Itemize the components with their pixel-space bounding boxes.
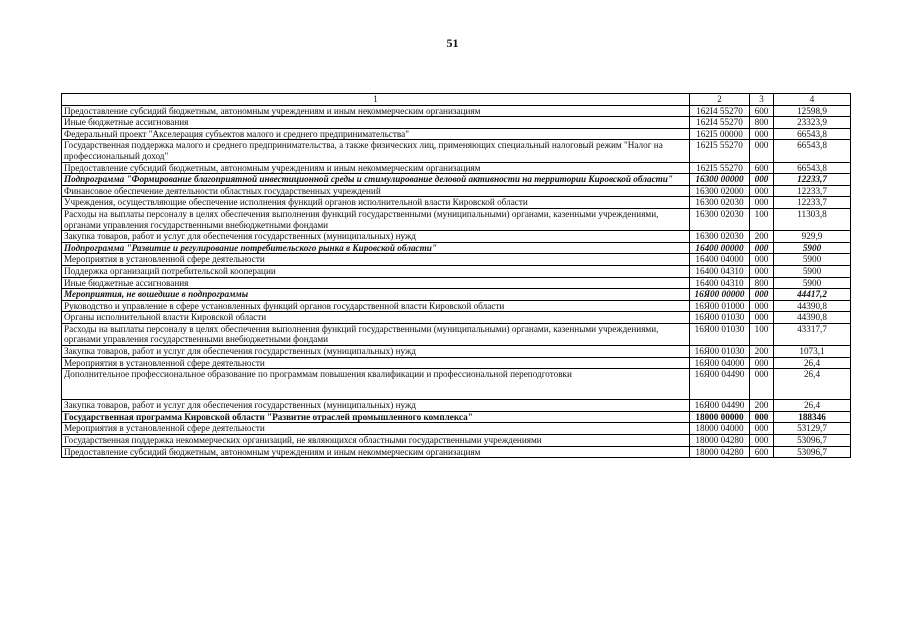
row-name: Учреждения, осуществляющие обеспечение исполнения функций органов исполнительной власти Кировской области: [62, 197, 690, 209]
row-code: 16Я00 04490: [690, 369, 750, 400]
table-row: [62, 117, 851, 129]
row-name: Расходы на выплаты персоналу в целях обеспечения выполнения функций государственными (муниципальными) органами, казенными учреждениями, органами управления государственными внебюджетными фондами: [62, 208, 690, 230]
row-expense-kind: 000: [750, 254, 774, 266]
row-code: 16Я00 04490: [690, 400, 750, 412]
row-code: 16Я00 01030: [690, 346, 750, 358]
row-expense-kind: 600: [750, 105, 774, 117]
row-name: Расходы на выплаты персоналу в целях обеспечения выполнения функций государственными (муниципальными) органами, казенными учреждениями, органами управления государственными внебюджетными фондами: [62, 323, 690, 345]
row-code: 162I4 55270: [690, 117, 750, 129]
table-row: [62, 242, 851, 254]
row-code: 16Я00 01030: [690, 312, 750, 324]
row-name: Поддержка организаций потребительской кооперации: [62, 265, 690, 277]
table-row: [62, 346, 851, 358]
row-code: 18000 04000: [690, 423, 750, 435]
row-amount: 26,4: [774, 357, 851, 369]
page-number: 51: [446, 36, 459, 50]
table-row: [62, 197, 851, 209]
row-name: Подпрограмма "Развитие и регулирование потребительского рынка в Кировской области": [62, 242, 690, 254]
row-amount: 66543,8: [774, 162, 851, 174]
row-code: 16300 02030: [690, 231, 750, 243]
row-expense-kind: 000: [750, 435, 774, 447]
row-code: 162I5 55270: [690, 162, 750, 174]
table-row: [62, 208, 851, 230]
row-name: Мероприятия в установленной сфере деятельности: [62, 357, 690, 369]
row-amount: 53096,7: [774, 435, 851, 447]
row-amount: 53096,7: [774, 446, 851, 458]
row-amount: 26,4: [774, 400, 851, 412]
row-name: Государственная программа Кировской области "Развитие отраслей промышленного комплекса": [62, 411, 690, 423]
row-expense-kind: 000: [750, 423, 774, 435]
row-expense-kind: 000: [750, 289, 774, 301]
table-row: [62, 185, 851, 197]
row-amount: 188346: [774, 411, 851, 423]
row-amount: 66543,8: [774, 128, 851, 140]
table-row: [62, 369, 851, 400]
budget-table: [61, 93, 851, 458]
row-name: Подпрограмма "Формирование благоприятной инвестиционной среды и стимулирование деловой активности на территории Кировской области": [62, 174, 690, 186]
row-amount: 5900: [774, 254, 851, 266]
row-code: 16300 02030: [690, 197, 750, 209]
row-code: 16400 04000: [690, 254, 750, 266]
row-name: Предоставление субсидий бюджетным, автономным учреждениям и иным некоммерческим организациям: [62, 105, 690, 117]
row-name: Мероприятия, не вошедшие в подпрограммы: [62, 289, 690, 301]
table-row: [62, 312, 851, 324]
row-expense-kind: 100: [750, 323, 774, 345]
row-amount: 1073,1: [774, 346, 851, 358]
table-row: [62, 300, 851, 312]
table-row: [62, 446, 851, 458]
row-code: 16Я00 04000: [690, 357, 750, 369]
row-code: 16300 02030: [690, 208, 750, 230]
row-expense-kind: 200: [750, 231, 774, 243]
row-expense-kind: 000: [750, 265, 774, 277]
row-amount: 23323,9: [774, 117, 851, 129]
row-code: 162I5 00000: [690, 128, 750, 140]
row-code: 16400 04310: [690, 277, 750, 289]
row-expense-kind: 000: [750, 242, 774, 254]
row-code: 16400 04310: [690, 265, 750, 277]
row-amount: 66543,8: [774, 140, 851, 162]
row-amount: 929,9: [774, 231, 851, 243]
row-code: 16300 02000: [690, 185, 750, 197]
row-amount: 12598,9: [774, 105, 851, 117]
row-code: 162I5 55270: [690, 140, 750, 162]
row-amount: 11303,8: [774, 208, 851, 230]
row-expense-kind: 000: [750, 185, 774, 197]
row-name: Государственная поддержка некоммерческих организаций, не являющихся областными государственными учреждениями: [62, 435, 690, 447]
table-row: [62, 357, 851, 369]
row-name: Руководство и управление в сфере установленных функций органов государственной власти Кировской области: [62, 300, 690, 312]
table-body: [62, 105, 851, 458]
row-code: 16Я00 00000: [690, 289, 750, 301]
row-expense-kind: 200: [750, 400, 774, 412]
column-header-1: 1: [62, 94, 690, 106]
row-amount: 53129,7: [774, 423, 851, 435]
row-code: 16400 00000: [690, 242, 750, 254]
row-name: Дополнительное профессиональное образование по программам повышения квалификации и профессиональной переподготовки: [62, 369, 690, 400]
table-row: [62, 411, 851, 423]
row-expense-kind: 800: [750, 117, 774, 129]
row-amount: 12233,7: [774, 174, 851, 186]
row-amount: 44390,8: [774, 312, 851, 324]
row-name: Предоставление субсидий бюджетным, автономным учреждениям и иным некоммерческим организациям: [62, 446, 690, 458]
table-row: [62, 323, 851, 345]
row-code: 18000 04280: [690, 446, 750, 458]
row-name: Мероприятия в установленной сфере деятельности: [62, 254, 690, 266]
column-header-4: 4: [774, 94, 851, 106]
row-amount: 44417,2: [774, 289, 851, 301]
row-code: 16Я00 01000: [690, 300, 750, 312]
row-code: 18000 00000: [690, 411, 750, 423]
row-name: Иные бюджетные ассигнования: [62, 117, 690, 129]
row-name: Федеральный проект "Акселерация субъектов малого и среднего предпринимательства": [62, 128, 690, 140]
row-code: 18000 04280: [690, 435, 750, 447]
row-expense-kind: 000: [750, 128, 774, 140]
row-expense-kind: 100: [750, 208, 774, 230]
table-row: [62, 231, 851, 243]
row-expense-kind: 000: [750, 357, 774, 369]
table-row: [62, 277, 851, 289]
row-name: Финансовое обеспечение деятельности областных государственных учреждений: [62, 185, 690, 197]
row-name: Государственная поддержка малого и среднего предпринимательства, а также физических лиц, применяющих специальный налоговый режим "Налог на профессиональный доход": [62, 140, 690, 162]
row-expense-kind: 000: [750, 174, 774, 186]
row-code: 16Я00 01030: [690, 323, 750, 345]
table-row: [62, 254, 851, 266]
table-row: [62, 162, 851, 174]
table-row: [62, 265, 851, 277]
row-amount: 5900: [774, 277, 851, 289]
column-header-3: 3: [750, 94, 774, 106]
row-expense-kind: 000: [750, 140, 774, 162]
table-row: [62, 174, 851, 186]
row-amount: 44390,8: [774, 300, 851, 312]
row-expense-kind: 000: [750, 312, 774, 324]
row-name: Закупка товаров, работ и услуг для обеспечения государственных (муниципальных) нужд: [62, 346, 690, 358]
row-code: 16300 00000: [690, 174, 750, 186]
row-expense-kind: 600: [750, 162, 774, 174]
table-row: [62, 105, 851, 117]
row-amount: 12233,7: [774, 185, 851, 197]
row-name: Мероприятия в установленной сфере деятельности: [62, 423, 690, 435]
row-amount: 26,4: [774, 369, 851, 400]
header-row: [62, 94, 851, 106]
table-row: [62, 128, 851, 140]
row-name: Органы исполнительной власти Кировской области: [62, 312, 690, 324]
table-row: [62, 140, 851, 162]
row-expense-kind: 000: [750, 197, 774, 209]
table-row: [62, 435, 851, 447]
row-amount: 43317,7: [774, 323, 851, 345]
table-row: [62, 400, 851, 412]
row-expense-kind: 000: [750, 300, 774, 312]
column-header-2: 2: [690, 94, 750, 106]
row-amount: 5900: [774, 265, 851, 277]
row-name: Закупка товаров, работ и услуг для обеспечения государственных (муниципальных) нужд: [62, 231, 690, 243]
row-name: Закупка товаров, работ и услуг для обеспечения государственных (муниципальных) нужд: [62, 400, 690, 412]
row-expense-kind: 600: [750, 446, 774, 458]
row-name: Иные бюджетные ассигнования: [62, 277, 690, 289]
row-expense-kind: 200: [750, 346, 774, 358]
table-row: [62, 289, 851, 301]
row-name: Предоставление субсидий бюджетным, автономным учреждениям и иным некоммерческим организациям: [62, 162, 690, 174]
row-code: 162I4 55270: [690, 105, 750, 117]
row-expense-kind: 800: [750, 277, 774, 289]
row-amount: 12233,7: [774, 197, 851, 209]
table-row: [62, 423, 851, 435]
row-amount: 5900: [774, 242, 851, 254]
row-expense-kind: 000: [750, 369, 774, 400]
row-expense-kind: 000: [750, 411, 774, 423]
